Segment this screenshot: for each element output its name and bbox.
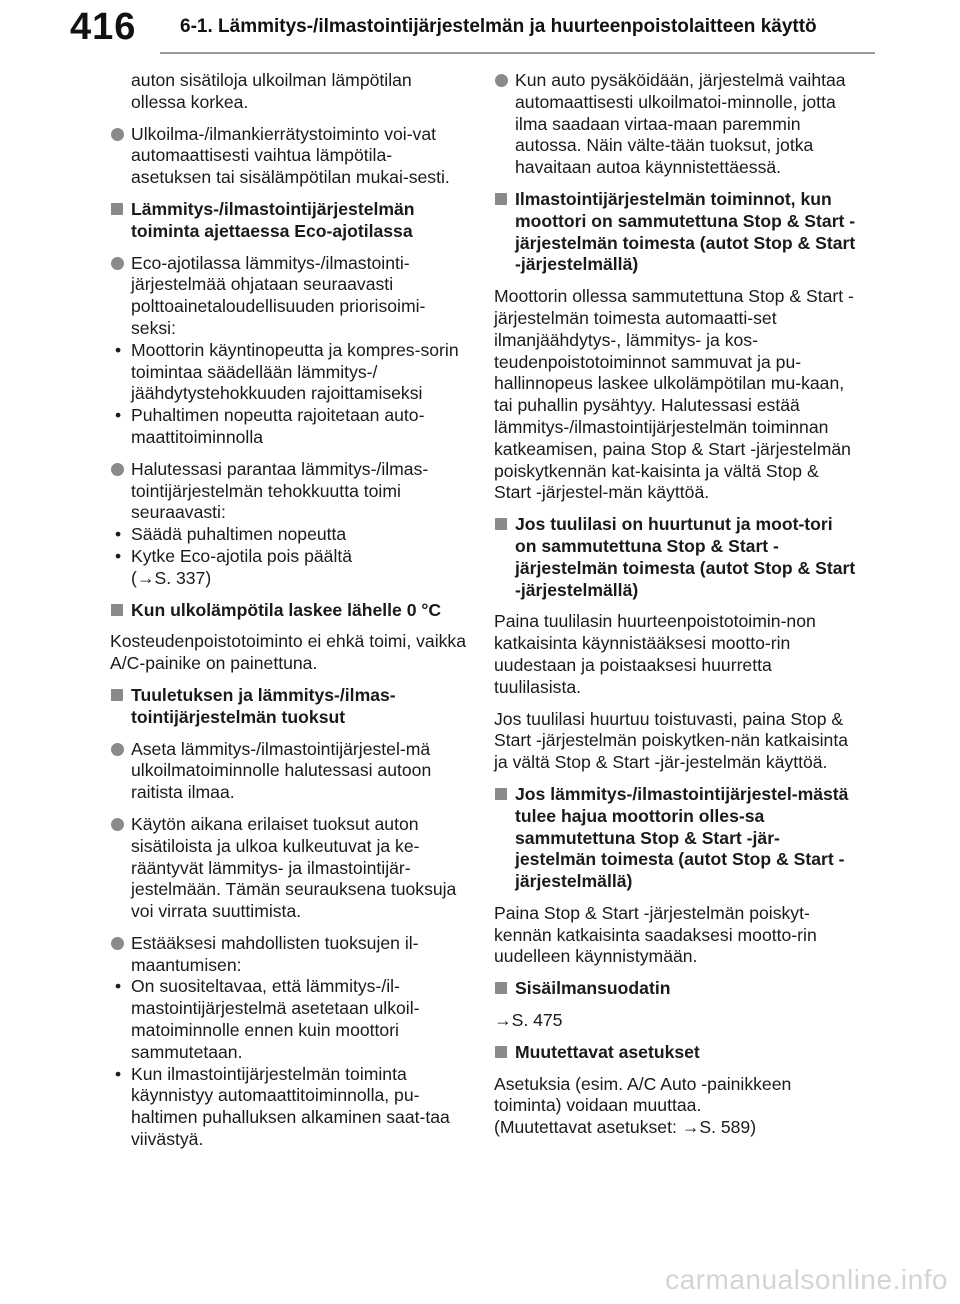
section-heading: [110, 600, 470, 622]
sub-list-item: [110, 1064, 470, 1151]
bullet-item: [110, 814, 470, 923]
bullet-dot-icon: [111, 743, 124, 756]
bullet-dot-icon: [111, 818, 124, 831]
bullet-item: [110, 739, 470, 804]
bullet-dot-icon: [495, 74, 508, 87]
section-square-icon: [495, 1046, 507, 1058]
section-heading-text: Lämmitys-/ilmastointijärjestelmän toiminta ajettaessa Eco-ajotilassa: [131, 198, 415, 241]
sub-bullet-icon: •: [115, 545, 122, 566]
section-heading-text: Ilmastointijärjestelmän toiminnot, kun moottori on sammutettuna Stop & Start -järjestelmän toimesta (autot Stop & Start -järjestelmällä): [515, 188, 856, 275]
bullet-text: Käytön aikana erilaiset tuoksut auton sisätiloista ja ulkoa kulkeutuvat ja ke-rääntyvät lämmitys- ja ilmastointijär-jestelmään. Tämän seurauksena tuoksuja voi virrata suuttimista.: [131, 813, 457, 922]
sub-list-text: Kun ilmastointijärjestelmän toiminta käynnistyy automaattitoiminnolla, pu-haltimen puhalluksen alkaminen saat-taa viivästyä.: [131, 1063, 450, 1150]
section-square-icon: [495, 518, 507, 530]
page-reference[interactable]: (Muutettavat asetukset: →S. 589): [494, 1117, 757, 1138]
body-paragraph: Moottorin ollessa sammutettuna Stop & Start -järjestelmän toimesta automaatti-set ilmanjäähdytys-, lämmitys- ja kos-teudenpoistotoiminnot sammuvat ja pu-hallinnopeus laskee ulkolämpötilan mu-kaan, tai puhallin pysähtyy. Halutessasi estää lämmitys-/ilmastointijärjestelmän toiminnan katkeamisen, paina Stop & Start -järjestelmän poiskytkennän kat-kaisinta ja vältä Stop & Start -järjestel-män käyttöä.: [494, 286, 854, 503]
section-heading: [494, 1042, 856, 1064]
section-heading: [494, 514, 856, 601]
section-heading-text: Jos lämmitys-/ilmastointijärjestel-mästä tulee hajua moottorin olles-sa sammutettuna Stop & Start -jär-jestelmän toimesta (autot Stop & Start -järjestelmällä): [515, 783, 849, 892]
section-heading: [494, 784, 856, 893]
sub-list-text: Säädä puhaltimen nopeutta: [131, 524, 347, 545]
section-square-icon: [495, 788, 507, 800]
section-heading: [494, 189, 856, 276]
section-square-icon: [495, 982, 507, 994]
body-paragraph: Paina Stop & Start -järjestelmän poiskyt-kennän katkaisinta saadaksesi mootto-rin uudelleen käynnistymään.: [494, 902, 817, 967]
sub-list-text: On suositeltavaa, että lämmitys-/il-mastointijärjestelmä asetetaan ulkoil-matoiminnolle ennen kuin moottori sammutetaan.: [131, 976, 420, 1062]
sub-list-item: [110, 340, 470, 405]
sub-bullet-icon: •: [115, 339, 122, 360]
bullet-group: [110, 933, 470, 1151]
header-rule: [160, 52, 875, 54]
section-heading-text: Sisäilmansuodatin: [515, 978, 671, 999]
continued-paragraph: auton sisätiloja ulkoilman lämpötilan ollessa korkea.: [131, 70, 412, 112]
bullet-text: Kun auto pysäköidään, järjestelmä vaihtaa automaattisesti ulkoilmatoi-minnolle, jotta ilma saadaan virtaa-maan paremmin autossa. Näin välte-tään tuoksut, jotka havaitaan autoa käynnistettäessä.: [515, 70, 846, 178]
sub-bullet-icon: •: [115, 405, 122, 426]
sub-bullet-icon: •: [115, 524, 122, 545]
bullet-item: [110, 124, 470, 189]
body-paragraph: Asetuksia (esim. A/C Auto -painikkeen toiminta) voidaan muuttaa.: [494, 1073, 792, 1116]
page-header: [0, 0, 960, 66]
page-number: 416: [70, 6, 137, 48]
bullet-dot-icon: [111, 257, 124, 270]
sub-bullet-icon: •: [115, 976, 122, 997]
sub-list-item: [110, 524, 470, 546]
bullet-item: [494, 70, 856, 179]
bullet-text: Ulkoilma-/ilmankierrätystoiminto voi-vat automaattisesti vaihtua lämpötila-asetuksen tai sisälämpötilan mukai-sesti.: [131, 123, 450, 188]
section-heading-text: Tuuletuksen ja lämmitys-/ilmas-tointijärjestelmän tuoksut: [131, 684, 396, 727]
section-square-icon: [111, 604, 123, 616]
section-heading-text: Muutettavat asetukset: [515, 1041, 700, 1062]
sub-list-item: [110, 976, 470, 1063]
body-paragraph: Paina tuulilasin huurteenpoistotoimin-non katkaisinta käynnistääksesi mootto-rin uudestaan ja poistaaksesi huurretta tuulilasista.: [494, 611, 816, 697]
watermark-text: carmanualsonline.info: [665, 1264, 948, 1295]
sub-list-text: Kytke Eco-ajotila pois päältä: [131, 545, 353, 566]
section-heading-text: Kun ulkolämpötila laskee lähelle 0 °C: [131, 599, 442, 620]
bullet-text: Eco-ajotilassa lämmitys-/ilmastointi-järjestelmää ohjataan seuraavasti polttoainetaloudellisuuden priorisoimi-seksi:: [131, 252, 426, 338]
bullet-item: [110, 253, 470, 340]
bullet-text: Estääksesi mahdollisten tuoksujen il-maantumisen:: [131, 932, 419, 975]
bullet-item: [110, 459, 470, 524]
sub-list-text: Moottorin käyntinopeutta ja kompres-sorin toimintaa säädellään lämmitys-/ jäähdytystehokkuuden rajoittamiseksi: [131, 339, 459, 404]
bullet-dot-icon: [111, 128, 124, 141]
sub-list-item: [110, 546, 470, 568]
section-square-icon: [111, 689, 123, 701]
section-square-icon: [495, 193, 507, 205]
sub-list-text: Puhaltimen nopeutta rajoitetaan auto-maattitoiminnolla: [131, 405, 425, 447]
bullet-group: [110, 459, 470, 590]
section-heading: [110, 199, 470, 243]
section-square-icon: [111, 203, 123, 215]
bullet-dot-icon: [111, 463, 124, 476]
bullet-group: [110, 253, 470, 449]
chapter-title: 6-1. Lämmitys-/ilmastointijärjestelmän ja huurteenpoistolaitteen käyttö: [180, 16, 817, 37]
page-reference[interactable]: (→S. 337): [131, 567, 212, 588]
bullet-dot-icon: [111, 937, 124, 950]
right-column: [494, 70, 856, 1149]
section-heading: [494, 978, 856, 1000]
bullet-text: Aseta lämmitys-/ilmastointijärjestel-mä ulkoilmatoiminnolle halutessasi autoon raitista ilmaa.: [131, 738, 432, 803]
bullet-text: Halutessasi parantaa lämmitys-/ilmas-tointijärjestelmän tehokkuutta toimi seuraavasti:: [131, 458, 429, 523]
body-paragraph: Kosteudenpoistotoiminto ei ehkä toimi, vaikka A/C-painike on painettuna.: [110, 631, 466, 674]
body-paragraph: Jos tuulilasi huurtuu toistuvasti, paina Stop & Start -järjestelmän poiskytken-nän katkaisinta ja vältä Stop & Start -jär-jestelmän käyttöä.: [494, 708, 848, 773]
bullet-item: [110, 933, 470, 977]
section-heading-text: Jos tuulilasi on huurtunut ja moot-tori on sammutettuna Stop & Start -järjestelmän toimesta (autot Stop & Start -järjestelmällä): [515, 514, 856, 600]
page-reference[interactable]: →S. 475: [494, 1010, 563, 1031]
sub-bullet-icon: •: [115, 1063, 122, 1084]
section-heading: [110, 685, 470, 729]
left-column: [110, 70, 470, 1161]
sub-list-item: [110, 405, 470, 449]
